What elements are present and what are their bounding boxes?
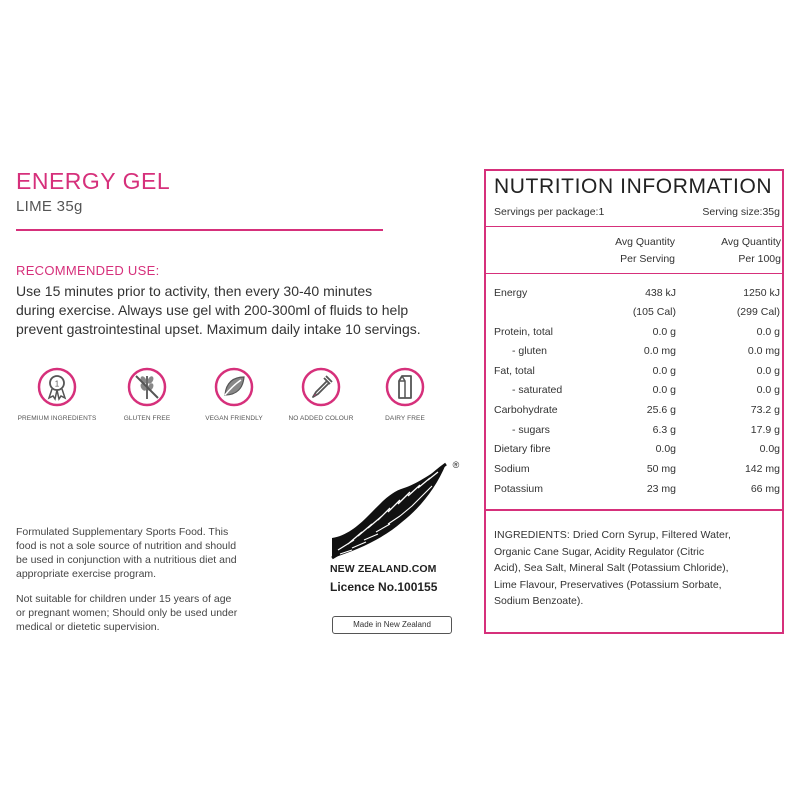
badge-label: NO ADDED COLOUR <box>288 415 354 422</box>
recommended-line: Use 15 minutes prior to activity, then every 30-40 minutes <box>16 283 373 299</box>
disclaimer-line: food is not a sole source of nutrition and should <box>16 540 237 552</box>
nutrient-label: Carbohydrate <box>494 404 558 416</box>
divider <box>486 226 782 227</box>
recommended-use-heading: RECOMMENDED USE: <box>16 263 160 278</box>
recommended-line: prevent gastrointestinal upset. Maximum daily intake 10 servings. <box>16 321 421 337</box>
ingredients-line: Organic Cane Sugar, Acidity Regulator (Citric <box>494 545 705 558</box>
nutrient-label: - sugars <box>512 424 550 436</box>
nutrient-label: Potassium <box>494 483 544 495</box>
recommended-use-text <box>16 282 466 339</box>
per-100g-value: 0.0 g <box>756 365 780 377</box>
nutrition-row-energy <box>494 287 784 306</box>
divider <box>16 229 383 231</box>
per-100g-value: 142 mg <box>744 463 780 475</box>
per-serving-value: 0.0g <box>655 443 676 455</box>
per-serving-value: 25.6 g <box>646 404 676 416</box>
per-serving-value: 6.3 g <box>652 424 676 436</box>
per-serving-value: 0.0 mg <box>643 345 676 357</box>
product-name: ENERGY GEL <box>16 168 171 194</box>
per-100g-value: 1250 kJ <box>743 287 780 299</box>
per-serving-value: 0.0 g <box>652 326 676 338</box>
per-serving-value: 0.0 g <box>652 365 676 377</box>
per-serving-value: (105 Cal) <box>632 306 676 318</box>
disclaimer-line: Not suitable for children under 15 years of age <box>16 593 232 605</box>
nutrient-label: Energy <box>494 287 528 299</box>
per-100g-value: 73.2 g <box>750 404 780 416</box>
ingredients-line: Lime Flavour, Preservatives (Potassium Sorbate, <box>494 578 722 591</box>
table-row <box>494 345 784 364</box>
col-header-line: Per 100g <box>738 253 781 265</box>
badge-dairy-free <box>362 367 448 422</box>
per-serving-value: 50 mg <box>646 463 676 475</box>
badge-no-added-colour <box>278 367 364 422</box>
disclaimer-line: be used in conjunction with a nutritious diet and <box>16 554 237 566</box>
col-header-line: Avg Quantity <box>615 236 675 248</box>
col-header-line: Avg Quantity <box>721 236 781 248</box>
disclaimer-sports-food <box>16 525 286 581</box>
ingredients-line: INGREDIENTS: Dried Corn Syrup, Filtered Water, <box>494 529 732 541</box>
disclaimer-suitability <box>16 592 286 634</box>
made-in-badge: Made in New Zealand <box>332 616 452 634</box>
nutrient-label: - saturated <box>512 384 563 396</box>
ingredients-line: Acid), Sea Salt, Mineral Salt (Potassium Chloride), <box>494 562 729 574</box>
nutrient-label: Fat, total <box>494 365 535 377</box>
per-100g-value: 0.0 g <box>756 326 780 338</box>
per-100g-value: 0.0g <box>759 443 780 455</box>
per-100g-value: (299 Cal) <box>736 306 780 318</box>
table-row <box>494 365 784 384</box>
badge-gluten-free <box>104 367 190 422</box>
per-100g-value: 17.9 g <box>750 424 780 436</box>
nutrient-label: Dietary fibre <box>494 443 551 455</box>
per-100g-value: 0.0 g <box>756 384 780 396</box>
product-variant: LIME 35g <box>16 198 83 215</box>
divider <box>486 273 782 274</box>
table-row <box>494 326 784 345</box>
col-header-per-100g <box>685 234 781 268</box>
premium-ribbon-icon <box>37 367 77 407</box>
badge-label: PREMIUM INGREDIENTS <box>17 415 97 422</box>
badge-vegan <box>191 367 277 422</box>
table-row <box>494 443 784 462</box>
ingredients-text <box>494 527 780 610</box>
silver-fern-logo <box>328 458 462 562</box>
per-100g-value: 0.0 mg <box>747 345 780 357</box>
nz-licence: Licence No.100155 <box>330 580 438 594</box>
leaf-icon <box>214 367 254 407</box>
trademark-symbol: ® <box>452 460 460 470</box>
per-serving-value: 0.0 g <box>652 384 676 396</box>
table-row <box>494 424 784 443</box>
nutrient-label: - gluten <box>512 345 548 357</box>
disclaimer-line: appropriate exercise program. <box>16 568 157 580</box>
badge-label: DAIRY FREE <box>385 415 425 422</box>
nutrition-row-energy-cal <box>494 306 784 325</box>
badge-label: VEGAN FRIENDLY <box>205 415 263 422</box>
dropper-icon <box>301 367 341 407</box>
ingredients-line: Sodium Benzoate). <box>494 595 584 607</box>
nutrient-label: Protein, total <box>494 326 553 338</box>
milk-carton-icon <box>385 367 425 407</box>
table-row <box>494 384 784 403</box>
serving-size: Serving size:35g <box>702 206 780 218</box>
per-100g-value: 66 mg <box>750 483 780 495</box>
recommended-line: during exercise. Always use gel with 200-300ml of fluids to help <box>16 302 409 318</box>
disclaimer-line: or pregnant women; Should only be used under <box>16 607 238 619</box>
disclaimer-line: medical or dietetic supervision. <box>16 621 160 633</box>
disclaimer-line: Formulated Supplementary Sports Food. This <box>16 526 229 538</box>
badge-row <box>14 367 424 437</box>
col-header-per-serving <box>580 234 675 268</box>
servings-per-package: Servings per package:1 <box>494 206 605 218</box>
divider <box>486 509 782 511</box>
nutrition-title: NUTRITION INFORMATION <box>494 175 773 198</box>
svg-text:1: 1 <box>54 379 60 389</box>
per-serving-value: 23 mg <box>646 483 676 495</box>
table-row <box>494 463 784 482</box>
wheat-icon <box>127 367 167 407</box>
nz-website: NEW ZEALAND.COM <box>330 563 437 575</box>
nutrient-label: Sodium <box>494 463 530 475</box>
per-serving-value: 438 kJ <box>645 287 676 299</box>
table-row <box>494 404 784 423</box>
badge-label: GLUTEN FREE <box>123 415 171 422</box>
col-header-line: Per Serving <box>620 253 675 265</box>
badge-premium <box>14 367 100 422</box>
table-row <box>494 483 784 502</box>
